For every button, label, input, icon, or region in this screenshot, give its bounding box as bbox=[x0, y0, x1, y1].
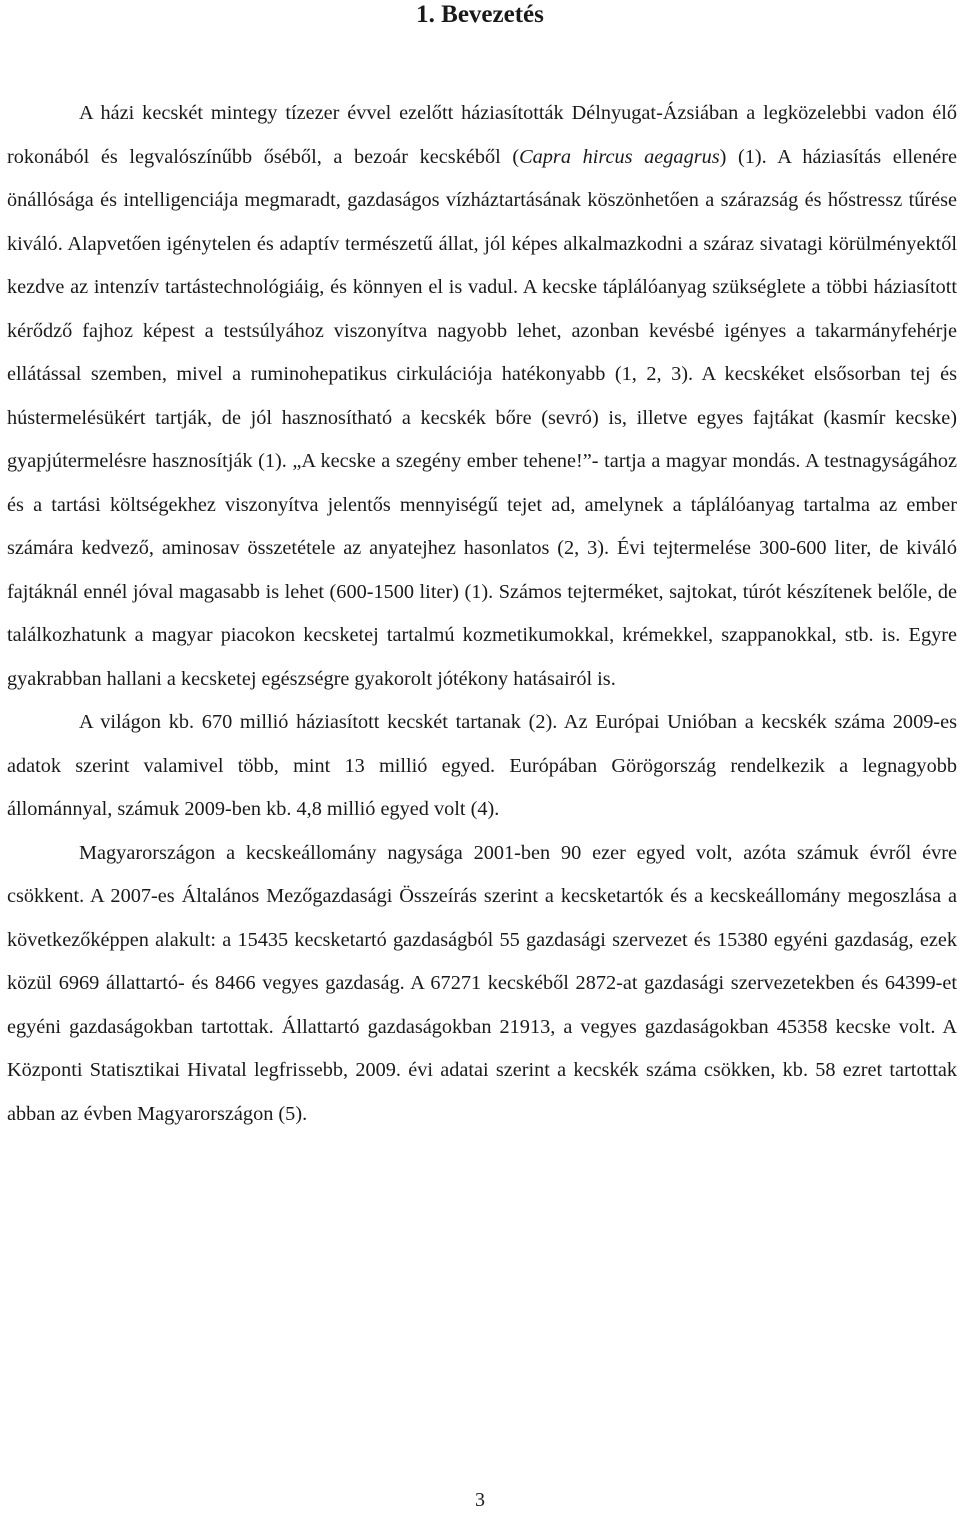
species-name-italic: Capra hircus aegagrus bbox=[519, 145, 720, 168]
paragraph-1-part-1: A házi kecskét mintegy tízezer évvel ezelőtt háziasították Délnyugat-Ázsiában a legközelebbi vadon élő rokonából és legvalószínűbb őséből, a bezoár kecskéből ( bbox=[7, 102, 957, 168]
section-heading: 1. Bevezetés bbox=[416, 1, 544, 28]
paragraph-2: A világon kb. 670 millió háziasított kecskét tartanak (2). Az Európai Unióban a kecskék száma 2009-es adatok szerint valamivel több, mint 13 millió egyed. Európában Görögország rendelkezik a legnagyobb állománnyal, számuk 2009-ben kb. 4,8 millió egyed volt (4). bbox=[7, 711, 957, 820]
page-number: 3 bbox=[475, 1489, 485, 1511]
paragraph-1-part-2: ) (1). A háziasítás ellenére önállósága és intelligenciája megmaradt, gazdaságos vízháztartásának köszönhetően a szárazság és hőstressz tűrése kiváló. Alapvetően igénytelen és adaptív természetű állat, jól képes alkalmazkodni a száraz sivatagi körülményektől kezdve az intenzív tartástechnológiáig, és könnyen el is vadul. A kecske táplálóanyag szükséglete a többi háziasított kérődző fajhoz képest a testsúlyához viszonyítva nagyobb lehet, azonban kevésbé igényes a takarmányfehérje ellátással szemben, mivel a ruminohepatikus cirkulációja hatékonyabb (1, 2, 3). A kecskéket elsősorban tej és hústermelésükért tartják, de jól hasznosítható a kecskék bőre (sevró) is, illetve egyes fajtákat (kasmír kecske) gyapjútermelésre hasznosítják (1). „A kecske a szegény ember tehene!”- tartja a magyar mondás. A testnagyságához és a tartási költségekhez viszonyítva jelentős mennyiségű tejet ad, amelynek a táplálóanyag tartalma az ember számára kedvező, aminosav összetétele az anyatejhez hasonlatos (2, 3). Évi tejtermelése 300-600 liter, de kiváló fajtáknál ennél jóval magasabb is lehet (600-1500 liter) (1). Számos tejterméket, sajtokat, túrót készítenek belőle, de találkozhatunk a magyar piacokon kecsketej tartalmú kozmetikumokkal, krémekkel, szappanokkal, stb. is. Egyre gyakrabban hallani a kecsketej egészségre gyakorolt jótékony hatásairól is. bbox=[7, 145, 957, 690]
paragraph-3: Magyarországon a kecskeállomány nagysága 2001-ben 90 ezer egyed volt, azóta számuk évről évre csökkent. A 2007-es Általános Mezőgazdasági Összeírás szerint a kecsketartók és a kecskeállomány megoszlása a következőképpen alakult: a 15435 kecsketartó gazdaságból 55 gazdasági szervezet és 15380 egyéni gazdaság, ezek közül 6969 állattartó- és 8466 vegyes gazdaság. A 67271 kecskéből 2872-at gazdasági szervezetekben és 64399-et egyéni gazdaságokban tartottak. Állattartó gazdaságokban 21913, a vegyes gazdaságokban 45358 kecske volt. A Központi Statisztikai Hivatal legfrissebb, 2009. évi adatai szerint a kecskék száma csökken, kb. 58 ezret tartottak abban az évben Magyarországon (5). bbox=[7, 841, 957, 1125]
paragraph-1 bbox=[7, 92, 957, 701]
body-text bbox=[7, 92, 957, 1136]
